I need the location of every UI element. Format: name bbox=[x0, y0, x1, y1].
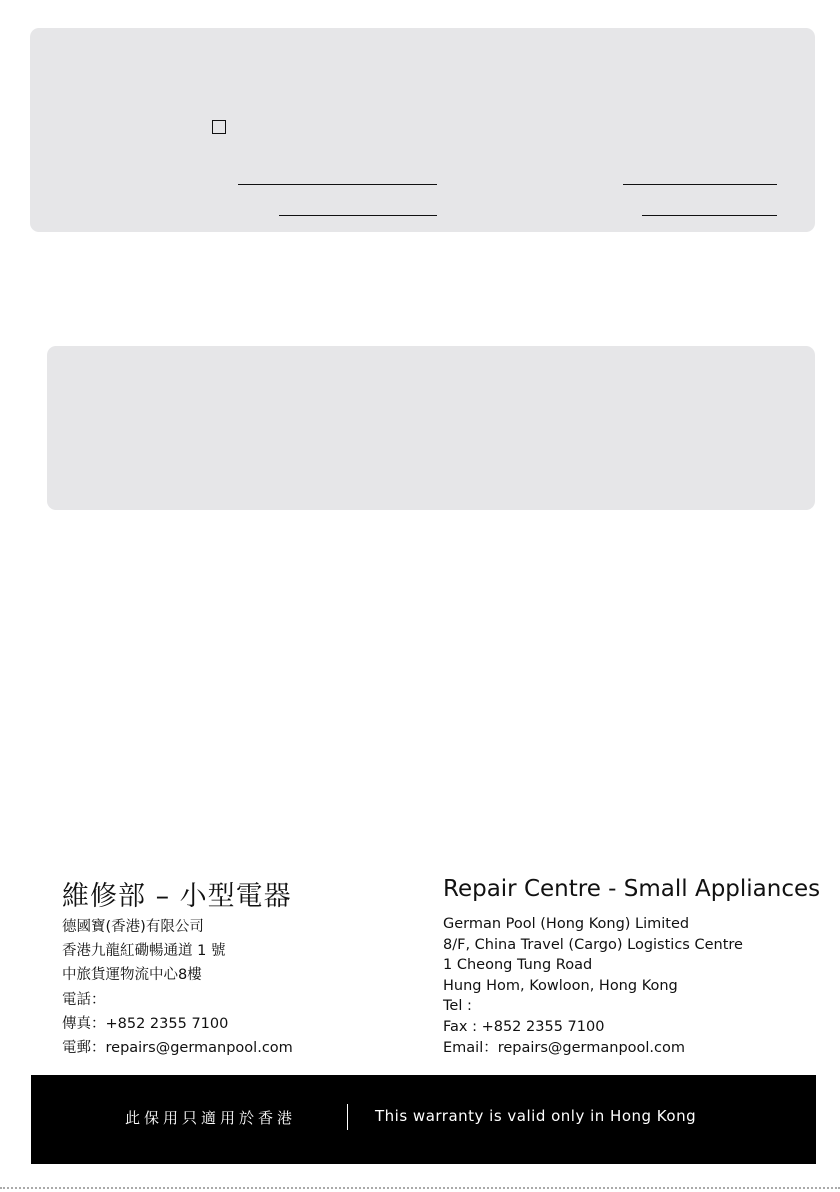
repair-centre-title-zh: 維修部 – 小型電器 bbox=[62, 881, 292, 912]
email-zh: 電郵：repairs@germanpool.com bbox=[62, 1040, 293, 1057]
company-name-en: German Pool (Hong Kong) Limited bbox=[443, 916, 690, 932]
address-block-zh bbox=[62, 915, 293, 1060]
address-line-zh: 香港九龍紅磡暢通道 1 號 bbox=[62, 943, 226, 960]
footer-divider bbox=[347, 1104, 348, 1130]
footer-notice-zh: 此保用只適用於香港 bbox=[125, 1109, 297, 1127]
address-line-en: 1 Cheong Tung Road bbox=[443, 957, 593, 974]
phone-label-zh: 電話： bbox=[62, 991, 106, 1008]
warranty-form-panel bbox=[30, 28, 815, 232]
address-line-en: 8/F, China Travel (Cargo) Logistics Centre bbox=[443, 936, 743, 953]
form-checkbox[interactable] bbox=[212, 120, 226, 134]
form-field-line[interactable] bbox=[279, 215, 437, 216]
cut-line bbox=[0, 1187, 840, 1189]
address-line-zh: 中旅貨運物流中心8樓 bbox=[62, 967, 202, 984]
fax-en: Fax : +852 2355 7100 bbox=[443, 1018, 605, 1035]
repair-centre-title-en: Repair Centre - Small Appliances bbox=[443, 876, 821, 902]
fax-zh: 傳真：+852 2355 7100 bbox=[62, 1015, 229, 1032]
phone-label-en: Tel : bbox=[443, 998, 472, 1015]
footer-notice-en: This warranty is valid only in Hong Kong bbox=[375, 1107, 697, 1125]
address-line-en: Hung Hom, Kowloon, Hong Kong bbox=[443, 977, 678, 994]
address-block-en bbox=[443, 914, 743, 1058]
company-name-zh: 德國寶(香港)有限公司 bbox=[62, 919, 204, 935]
notes-panel bbox=[47, 346, 815, 510]
form-field-line[interactable] bbox=[238, 184, 437, 185]
form-field-line[interactable] bbox=[623, 184, 777, 185]
form-field-line[interactable] bbox=[642, 215, 777, 216]
email-en: Email：repairs@germanpool.com bbox=[443, 1039, 686, 1056]
